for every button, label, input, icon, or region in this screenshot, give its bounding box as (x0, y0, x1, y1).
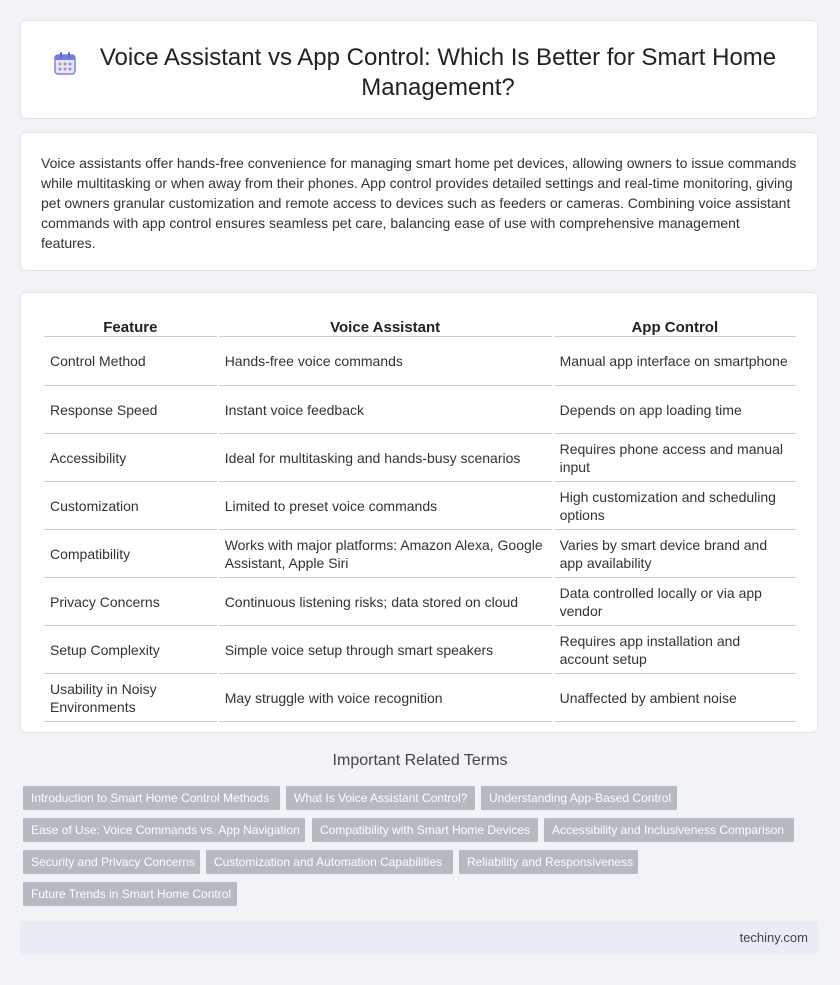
feature-cell: Usability in Noisy Environments (44, 674, 217, 722)
related-term-tag[interactable]: Compatibility with Smart Home Devices (312, 818, 538, 842)
feature-cell: Control Method (44, 337, 217, 386)
table-row (44, 674, 796, 722)
header-voice-assistant: Voice Assistant (219, 315, 552, 337)
app-cell: Requires app installation and account setup (554, 626, 796, 674)
feature-cell: Privacy Concerns (44, 578, 217, 626)
comparison-table (42, 315, 798, 722)
comparison-card (20, 292, 818, 733)
related-term-tag[interactable]: Introduction to Smart Home Control Methods (23, 786, 280, 810)
app-cell: High customization and scheduling options (554, 482, 796, 530)
calendar-grid-icon (51, 50, 79, 78)
app-cell: Depends on app loading time (554, 386, 796, 434)
app-cell: Manual app interface on smartphone (554, 337, 796, 386)
feature-cell: Setup Complexity (44, 626, 217, 674)
intro-paragraph: Voice assistants offer hands-free convenience for managing smart home pet devices, allowing owners to issue commands while multitasking or when away from their phones. App control provides detailed settings and real-time monitoring, giving pet owners granular customization and remote access to devices such as feeders or cameras. Combining voice assistant commands with app control ensures seamless pet care, balancing ease of use with comprehensive management features. (41, 155, 797, 251)
voice-cell: Works with major platforms: Amazon Alexa, Google Assistant, Apple Siri (219, 530, 552, 578)
table-header-row (44, 315, 796, 337)
voice-cell: Continuous listening risks; data stored on cloud (219, 578, 552, 626)
table-row (44, 530, 796, 578)
feature-cell: Customization (44, 482, 217, 530)
voice-cell: Instant voice feedback (219, 386, 552, 434)
voice-cell: May struggle with voice recognition (219, 674, 552, 722)
footer (20, 921, 818, 954)
app-cell: Requires phone access and manual input (554, 434, 796, 482)
app-cell: Unaffected by ambient noise (554, 674, 796, 722)
table-row (44, 386, 796, 434)
related-term-tag[interactable]: Understanding App-Based Control (481, 786, 677, 810)
table-row (44, 434, 796, 482)
related-term-tag[interactable]: Future Trends in Smart Home Control (23, 882, 237, 906)
header-feature: Feature (44, 315, 217, 337)
voice-cell: Hands-free voice commands (219, 337, 552, 386)
table-row (44, 482, 796, 530)
table-row (44, 626, 796, 674)
feature-cell: Compatibility (44, 530, 217, 578)
app-cell: Data controlled locally or via app vendor (554, 578, 796, 626)
related-term-tag[interactable]: What Is Voice Assistant Control? (286, 786, 475, 810)
voice-cell: Simple voice setup through smart speakers (219, 626, 552, 674)
intro-card (20, 132, 818, 271)
feature-cell: Accessibility (44, 434, 217, 482)
voice-cell: Ideal for multitasking and hands-busy scenarios (219, 434, 552, 482)
related-terms-heading: Important Related Terms (332, 752, 508, 769)
header-app-control: App Control (554, 315, 796, 337)
related-term-tag[interactable]: Customization and Automation Capabilities (206, 850, 453, 874)
table-row (44, 337, 796, 386)
table-row (44, 578, 796, 626)
voice-cell: Limited to preset voice commands (219, 482, 552, 530)
footer-site-link[interactable]: techiny.com (739, 930, 808, 945)
related-term-tag[interactable]: Accessibility and Inclusiveness Comparison (544, 818, 794, 842)
page-title: Voice Assistant vs App Control: Which Is Better for Smart Home Management? (99, 44, 777, 101)
title-card (20, 20, 818, 119)
feature-cell: Response Speed (44, 386, 217, 434)
related-term-tag[interactable]: Reliability and Responsiveness (459, 850, 638, 874)
related-term-tag[interactable]: Ease of Use: Voice Commands vs. App Navigation (23, 818, 305, 842)
related-term-tag[interactable]: Security and Privacy Concerns (23, 850, 200, 874)
app-cell: Varies by smart device brand and app availability (554, 530, 796, 578)
